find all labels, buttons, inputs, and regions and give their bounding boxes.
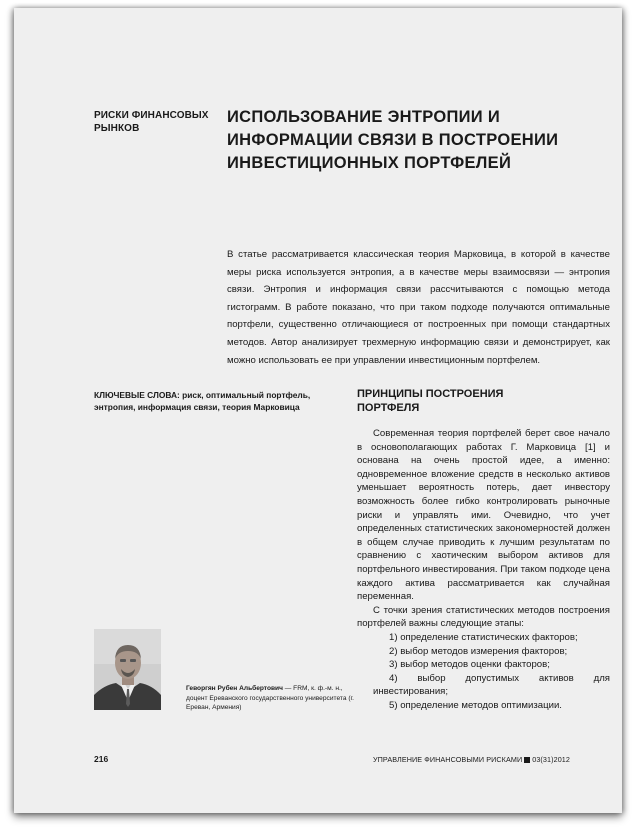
abstract: В статье рассматривается классическая теория Марковица, в которой в качестве меры риска используется энтропия, а в качестве меры взаимосвязи — энтропия связи. Энтропия и информация связи рассчитываются с помощью метода гистограмм. В работе показано, что при таком подходе получаются оптимальные портфели, существенно отличающиеся от построенных при помощи стандартных методов. Автор анализирует трехмерную информацию связи и демонстрирует, как можно использовать ее при управлении инвестиционным портфелем.	[227, 249, 610, 366]
title-line: ИСПОЛЬЗОВАНИЕ ЭНТРОПИИ И	[227, 108, 500, 126]
list-item: 4) выбор допустимых активов для инвестирования;	[373, 672, 610, 698]
heading-line: ПРИНЦИПЫ ПОСТРОЕНИЯ	[357, 388, 504, 400]
author-affiliation: — FRM, к. ф.-м. н., доцент Ереванского государственного университета (г. Ереван, Армения)	[186, 685, 354, 712]
article-title	[227, 106, 607, 175]
list-item: 5) определение методов оптимизации.	[389, 699, 562, 711]
list-item: 2) выбор методов измерения факторов;	[389, 645, 568, 657]
rubric-line: РИСКИ ФИНАНСОВЫХ	[94, 110, 209, 121]
document-page	[14, 8, 622, 813]
title-line: ИНВЕСТИЦИОННЫХ ПОРТФЕЛЕЙ	[227, 154, 512, 172]
rubric-label	[94, 109, 209, 135]
list-item: 3) выбор методов оценки факторов;	[389, 659, 550, 671]
author-info	[186, 684, 361, 713]
paragraph: Современная теория портфелей берет свое начало в основополагающих работах Г. Марковица [1] и основана на очень простой идее, а именно: одновременное вложение средств в несколько активов уменьшает вероятность потерь, дает инвестору возможность более гибко контролировать рыночные риски и управлять ими. Очевидно, что учет определенных статистических закономерностей должен в общем случае приводить к лучшим результатам по сравнению с хаотическим выбором активов для портфельного инвестирования. При таком подходе цена каждого актива рассматривается как случайная переменная.	[357, 428, 610, 603]
journal-footer	[373, 755, 570, 764]
paragraph: С точки зрения статистических методов построения портфелей важны следующие этапы:	[357, 604, 610, 630]
keywords: КЛЮЧЕВЫЕ СЛОВА: риск, оптимальный портфель, энтропия, информация связи, теория Марковица	[94, 390, 311, 412]
page-number: 216	[94, 754, 109, 764]
list-item: 1) определение статистических факторов;	[389, 631, 578, 643]
heading-line: ПОРТФЕЛЯ	[357, 401, 420, 414]
rubric-line: РЫНКОВ	[94, 123, 140, 134]
title-line: ИНФОРМАЦИИ СВЯЗИ В ПОСТРОЕНИИ	[227, 131, 559, 149]
issue-number: 03(31)2012	[532, 755, 570, 764]
square-separator-icon	[524, 757, 530, 763]
journal-name: УПРАВЛЕНИЕ ФИНАНСОВЫМИ РИСКАМИ	[372, 755, 523, 764]
section-heading	[357, 388, 607, 415]
author-photo	[94, 629, 161, 710]
body-text	[357, 427, 610, 712]
author-name: Геворгян Рубен Альбертович	[186, 685, 283, 692]
